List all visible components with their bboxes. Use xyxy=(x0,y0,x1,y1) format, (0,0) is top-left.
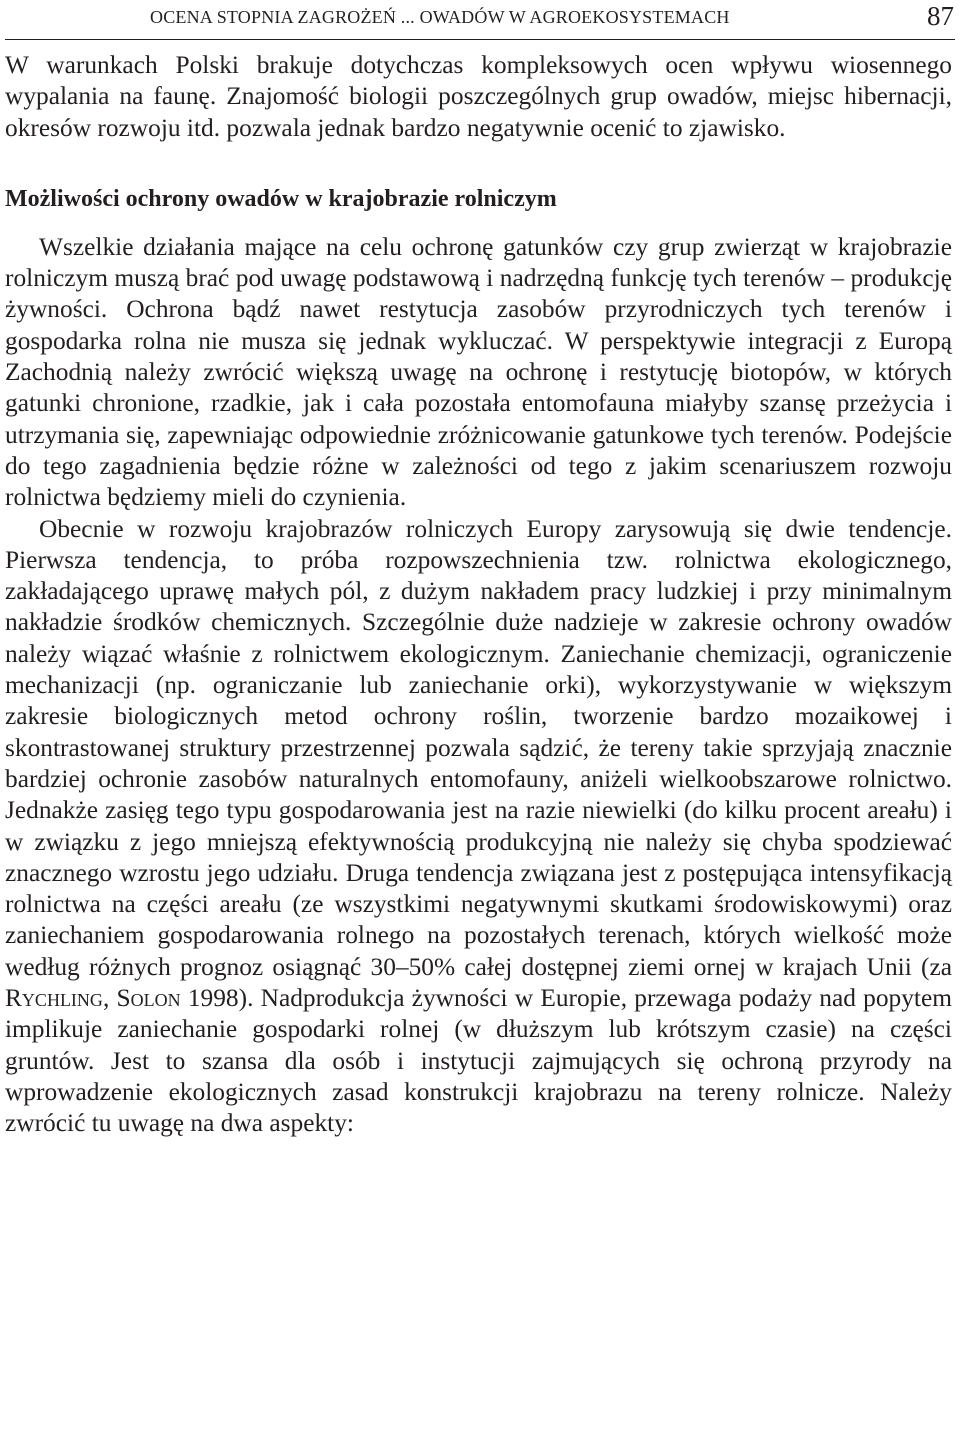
section-paragraph-2 xyxy=(5,514,952,1140)
section-paragraph-1: Wszelkie działania mające na celu ochronę gatunków czy grup zwierząt w krajobrazie rolniczym muszą brać pod uwagę podstawową i nadrzędną funkcję tych terenów – produkcję żywności. Ochrona bądź nawet restytucja zasobów przyrodniczych tych terenów i gospodarka rolna nie musza się jednak wykluczać. W perspektywie integracji z Europą Zachodnią należy zwrócić większą uwagę na ochronę i restytucję biotopów, w których gatunki chronione, rzadkie, jak i cała pozostała entomofauna miałyby szansę przeżycia i utrzymania się, zapewniając odpowiednie zróżnicowanie gatunkowe tych terenów. Podejście do tego zagadnienia będzie różne w zależności od tego z jakim scenariuszem rozwoju rolnictwa będziemy mieli do czynienia. xyxy=(5,232,952,512)
header-rule xyxy=(5,39,955,40)
paragraph-2-text-start: Obecnie w rozwoju krajobrazów rolniczych Europy zarysowują się dwie tendencje. Pierwsza tendencja, to próba rozpowszechnienia tzw. rolnictwa ekologicznego, zakładającego uprawę małych pól, z dużym nakładem pracy ludzkiej i przy minimalnym nakładzie środków chemicznych. Szczególnie duże nadzieje w zakresie ochrony owadów należy wiązać właśnie z rolnictwem ekologicznym. Zaniechanie chemizacji, ograniczenie mechanizacji (np. ograniczanie lub zaniechanie orki), wykorzystywanie w większym zakresie biologicznych metod ochrony roślin, tworzenie bardzo mozaikowej i skontrastowanej struktury przestrzennej pozwala sądzić, że tereny takie sprzyjają znacznie bardziej ochronie zasobów naturalnych entomofauny, aniżeli wielkoobszarowe rolnictwo. Jednakże zasięg tego typu gospodarowania jest na razie niewielki (do kilku procent areału) i w związku z jego mniejszą efektywnością produkcyjną nie należy się chyba spodziewać znacznego wzrostu jego udziału. Druga tendencja związana jest z postępująca intensyfikacją rolnictwa na części areału (ze wszystkimi negatywnymi skutkami środowiskowymi) oraz zaniechaniem gospodarowania rolnego na pozostałych terenach, których wielkość może według różnych prognoz osiągnąć 30–50% całej dostępnej ziemi ornej w krajach Unii (za xyxy=(5,514,952,981)
section-heading: Możliwości ochrony owadów w krajobrazie rolniczym xyxy=(5,185,557,212)
intro-paragraph: W warunkach Polski brakuje dotychczas kompleksowych ocen wpływu wiosennego wypalania na faunę. Znajomość biologii poszczególnych grup owadów, miejsc hibernacji, okresów rozwoju itd. pozwala jednak bardzo negatywnie ocenić to zjawisko. xyxy=(5,51,952,142)
citation-year: 1998). xyxy=(180,984,254,1013)
citation-author-solon: Solon xyxy=(116,984,181,1013)
section-body xyxy=(5,232,952,1140)
paragraph-2-text-end: Nadprodukcja żywności w Europie, przewaga podaży nad popytem implikuje zaniechanie gospodarki rolnej (w dłuższym lub krótszym czasie) na części gruntów. Jest to szansa dla osób i instytucji zajmujących się ochroną przyrody na wprowadzenie ekologicznych zasad konstrukcji krajobrazu na tereny rolnicze. Należy zwrócić tu uwagę na dwa aspekty: xyxy=(5,984,952,1138)
page-number: 87 xyxy=(927,1,954,31)
citation-separator: , xyxy=(102,984,117,1013)
citation-author-rychling: Rychling xyxy=(5,984,103,1013)
page-body xyxy=(5,50,952,1140)
page-header xyxy=(0,0,960,42)
running-title: OCENA STOPNIA ZAGROŻEŃ ... OWADÓW W AGROEKOSYSTEMACH xyxy=(150,7,730,27)
